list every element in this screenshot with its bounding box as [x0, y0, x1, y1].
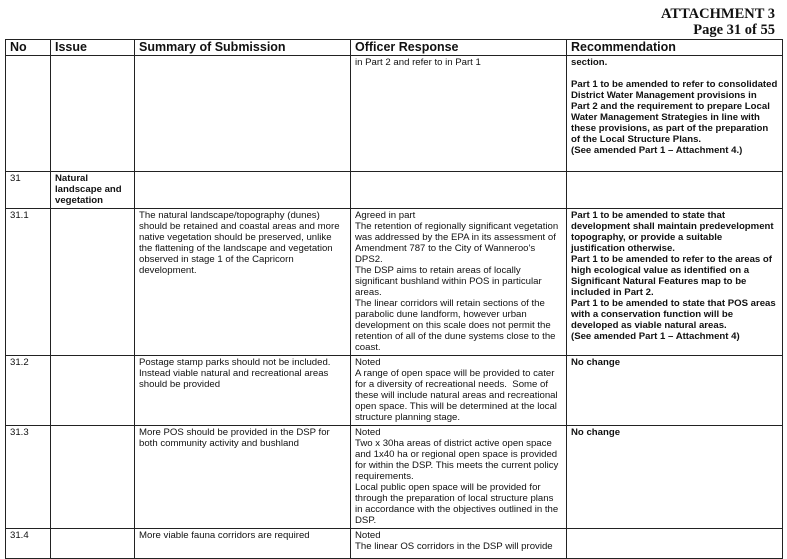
summary-line: The natural landscape/topography (dunes) should be retained and coastal areas and more native vegetation should be preserved, unlike the flattening of the landscape and vegetation observed in stage 1 of the Capricorn development.	[139, 210, 343, 276]
summary-cell	[135, 426, 351, 529]
recommendation-cell	[567, 56, 783, 172]
response-line: in Part 2 and refer to in Part 1	[355, 57, 481, 68]
issue-cell	[51, 172, 135, 209]
recommendation-line: Part 1 to be amended to state that POS areas with a conservation function will be developed as viable natural areas.	[571, 298, 779, 331]
recommendation-line	[571, 68, 778, 79]
summary-cell	[135, 56, 351, 172]
summary-line: Postage stamp parks should not be included. Instead viable natural and recreational areas should be provided	[139, 357, 334, 390]
recommendation-line: No change	[571, 427, 621, 438]
submissions-table	[5, 39, 783, 559]
response-line: Two x 30ha areas of district active open space and 1x40 ha or regional open space is provided for within the DSP. This meets the current policy requirements.	[355, 438, 562, 482]
response-line: The retention of regionally significant vegetation was addressed by the EPA in its assessment of Amendment 787 to the City of Wanneroo's DPS2.	[355, 221, 561, 265]
row-number: 31.1	[6, 209, 51, 356]
table-row	[6, 209, 783, 356]
issue-cell	[51, 209, 135, 356]
recommendation-line: Part 1 to be amended to refer to the areas of high ecological value as identified on a Significant Natural Features map to be included in Part 2.	[571, 254, 775, 298]
summary-cell	[135, 172, 351, 209]
recommendation-line: Part 1 to be amended to state that development shall maintain predevelopment topography, or provide a suitable justification otherwise.	[571, 210, 777, 254]
recommendation-cell	[567, 209, 783, 356]
recommendation-line: (See amended Part 1 – Attachment 4.)	[571, 145, 743, 156]
summary-cell	[135, 356, 351, 426]
summary-cell	[135, 209, 351, 356]
response-cell	[351, 529, 567, 559]
table-row	[6, 529, 783, 559]
response-line: Noted	[355, 427, 381, 438]
row-number: 31.4	[6, 529, 51, 559]
recommendation-line: Part 1 to be amended to refer to consolidated District Water Management provisions in Part 2 and the requirement to prepare Local Water Management Strategies in line with these provisions, as part of the preparation of the Local Structure Plans.	[571, 79, 780, 145]
row-number: 31.2	[6, 356, 51, 426]
issue-cell	[51, 426, 135, 529]
recommendation-cell	[567, 172, 783, 209]
response-line: Noted	[355, 530, 381, 541]
response-line: The DSP aims to retain areas of locally significant bushland within POS in particular areas.	[355, 265, 545, 298]
recommendation-cell	[567, 426, 783, 529]
issue-cell	[51, 56, 135, 172]
attachment-label: ATTACHMENT 3	[661, 6, 775, 22]
page-number: Page 31 of 55	[693, 22, 775, 38]
response-line: Noted	[355, 357, 381, 368]
summary-cell	[135, 529, 351, 559]
col-header-summary: Summary of Submission	[135, 40, 351, 56]
response-line: Local public open space will be provided for through the preparation of local structure plans in accordance with the objectives outlined in the DSP.	[355, 482, 561, 526]
recommendation-cell	[567, 356, 783, 426]
issue-cell	[51, 529, 135, 559]
response-cell	[351, 426, 567, 529]
table-row	[6, 356, 783, 426]
row-number: 31.3	[6, 426, 51, 529]
recommendation-line: No change	[571, 357, 621, 368]
issue-cell	[51, 356, 135, 426]
response-line: The linear OS corridors in the DSP will provide	[355, 541, 553, 552]
table-header-row	[6, 40, 783, 56]
summary-line: More viable fauna corridors are required	[139, 530, 310, 541]
row-number	[6, 56, 51, 172]
table-row	[6, 426, 783, 529]
response-line: Agreed in part	[355, 210, 416, 221]
response-cell	[351, 209, 567, 356]
response-line: The linear corridors will retain sections of the parabolic dune landform, however urban development on this scale does not permit the retention of all of the dune systems close to the coast.	[355, 298, 559, 353]
issue-line: Natural landscape and vegetation	[55, 173, 125, 206]
col-header-recommendation: Recommendation	[567, 40, 783, 56]
response-line: A range of open space will be provided to cater for a diversity of recreational needs. Some of these will include natural areas and recreational open space. This will be determined at the local structure planning stage.	[355, 368, 561, 423]
table-row	[6, 172, 783, 209]
response-cell	[351, 172, 567, 209]
response-cell	[351, 56, 567, 172]
row-number: 31	[6, 172, 51, 209]
page-header	[661, 6, 775, 38]
col-header-response: Officer Response	[351, 40, 567, 56]
col-header-no: No	[6, 40, 51, 56]
recommendation-line: section.	[571, 57, 608, 68]
recommendation-line: (See amended Part 1 – Attachment 4)	[571, 331, 740, 342]
col-header-issue: Issue	[51, 40, 135, 56]
response-cell	[351, 356, 567, 426]
summary-line: More POS should be provided in the DSP for both community activity and bushland	[139, 427, 333, 449]
recommendation-cell	[567, 529, 783, 559]
table-row	[6, 56, 783, 172]
